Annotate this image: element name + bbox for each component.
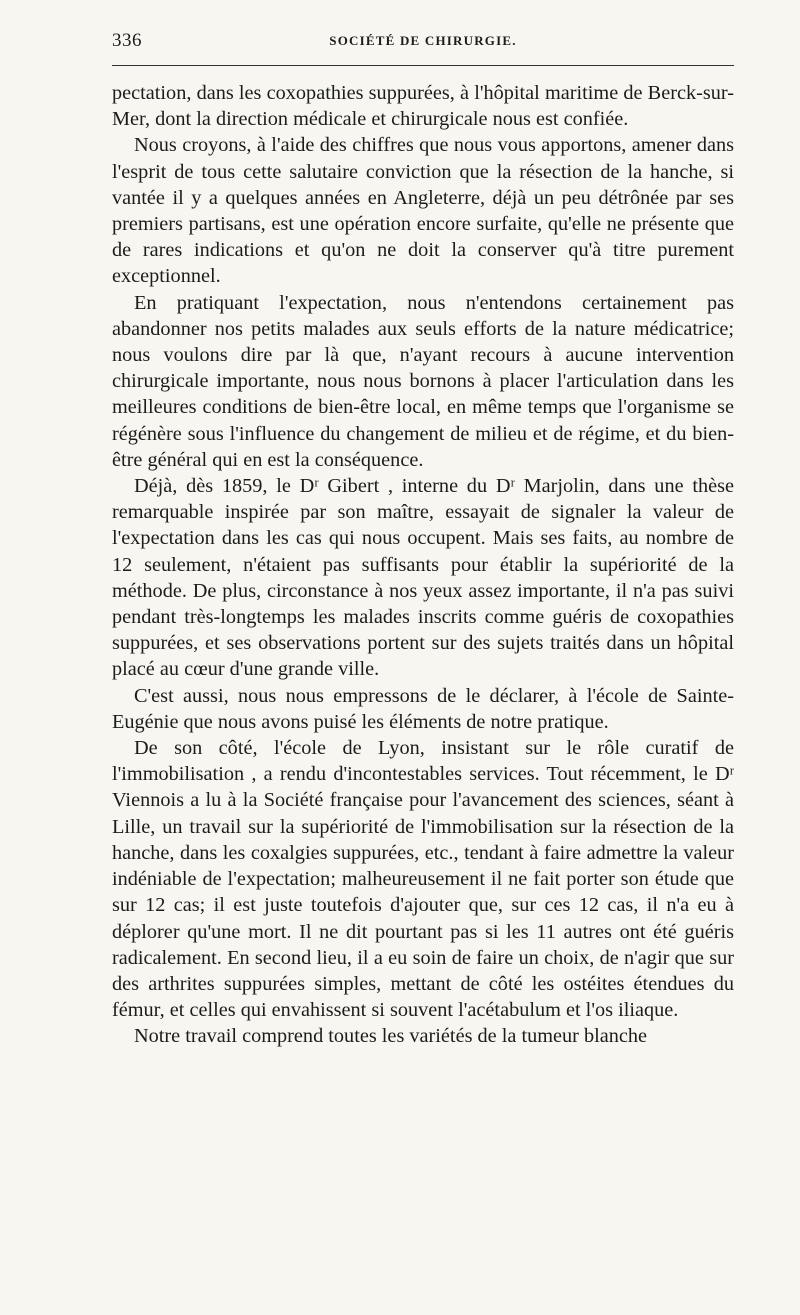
running-title: SOCIÉTÉ DE CHIRURGIE. xyxy=(329,33,517,48)
body-text xyxy=(112,80,734,1050)
paragraph: Déjà, dès 1859, le Dʳ Gibert , interne du Dʳ Marjolin, dans une thèse remarquable inspirée par son maître, essayait de signaler la valeur de l'expectation dans les cas qui nous occupent. Mais ses faits, au nombre de 12 seulement, n'étaient pas suffisants pour établir la supériorité de la méthode. De plus, circonstance à nos yeux assez importante, il n'a pas suivi pendant très-longtemps les malades inscrits comme guéris de coxopathies suppurées, et ses observations portent sur des sujets traités dans un hôpital placé au cœur d'une grande ville. xyxy=(112,475,734,681)
paragraph: Nous croyons, à l'aide des chiffres que nous vous apportons, amener dans l'esprit de tous cette salutaire conviction que la résection de la hanche, si vantée il y a quelques années en Angleterre, déjà un peu détrônée par ses premiers partisans, est une opération encore surfaite, qu'elle ne présente que de rares indications et qu'on ne doit la conserver qu'à titre purement exceptionnel. xyxy=(112,134,734,288)
paragraph: En pratiquant l'expectation, nous n'entendons certainement pas abandonner nos petits malades aux seuls efforts de la nature médicatrice; nous voulons dire par là que, n'ayant recours à aucune intervention chirurgicale importante, nous nous bornons à placer l'articulation dans les meilleures conditions de bien-être local, en même temps que l'organisme se régénère sous l'influence du changement de milieu et de régime, et du bien-être général qui en est la conséquence. xyxy=(112,291,734,471)
paragraph-continuation: pectation, dans les coxopathies suppurées, à l'hôpital maritime de Berck-sur-Mer, dont la direction médicale et chirurgicale nous est confiée. xyxy=(112,82,734,131)
paragraph: De son côté, l'école de Lyon, insistant sur le rôle curatif de l'immobilisation , a rendu d'incontestables services. Tout récemment, le Dʳ Viennois a lu à la Société française pour l'avancement des sciences, séant à Lille, un travail sur la supériorité de l'immobilisation sur la résection de la hanche, dans les coxalgies suppurées, etc., tendant à faire admettre la valeur indéniable de l'expectation; malheureusement il ne fait porter son étude que sur 12 cas; il est juste toutefois d'ajouter que, sur ces 12 cas, il n'a eu à déplorer qu'une mort. Il ne dit pourtant pas si les 11 autres ont été guéris radicalement. En second lieu, il a eu soin de faire un choix, de n'agir que sur des arthrites suppurées simples, mettant de côté les ostéites étendues du fémur, et celles qui envahissent si souvent l'acétabulum et l'os iliaque. xyxy=(112,737,734,1022)
paragraph: C'est aussi, nous nous empressons de le déclarer, à l'école de Sainte-Eugénie que nous avons puisé les éléments de notre pratique. xyxy=(112,684,734,733)
header-rule xyxy=(112,65,734,66)
paragraph-last: Notre travail comprend toutes les variétés de la tumeur blanche xyxy=(134,1025,648,1048)
page-number: 336 xyxy=(112,30,142,51)
page-header xyxy=(112,30,734,56)
